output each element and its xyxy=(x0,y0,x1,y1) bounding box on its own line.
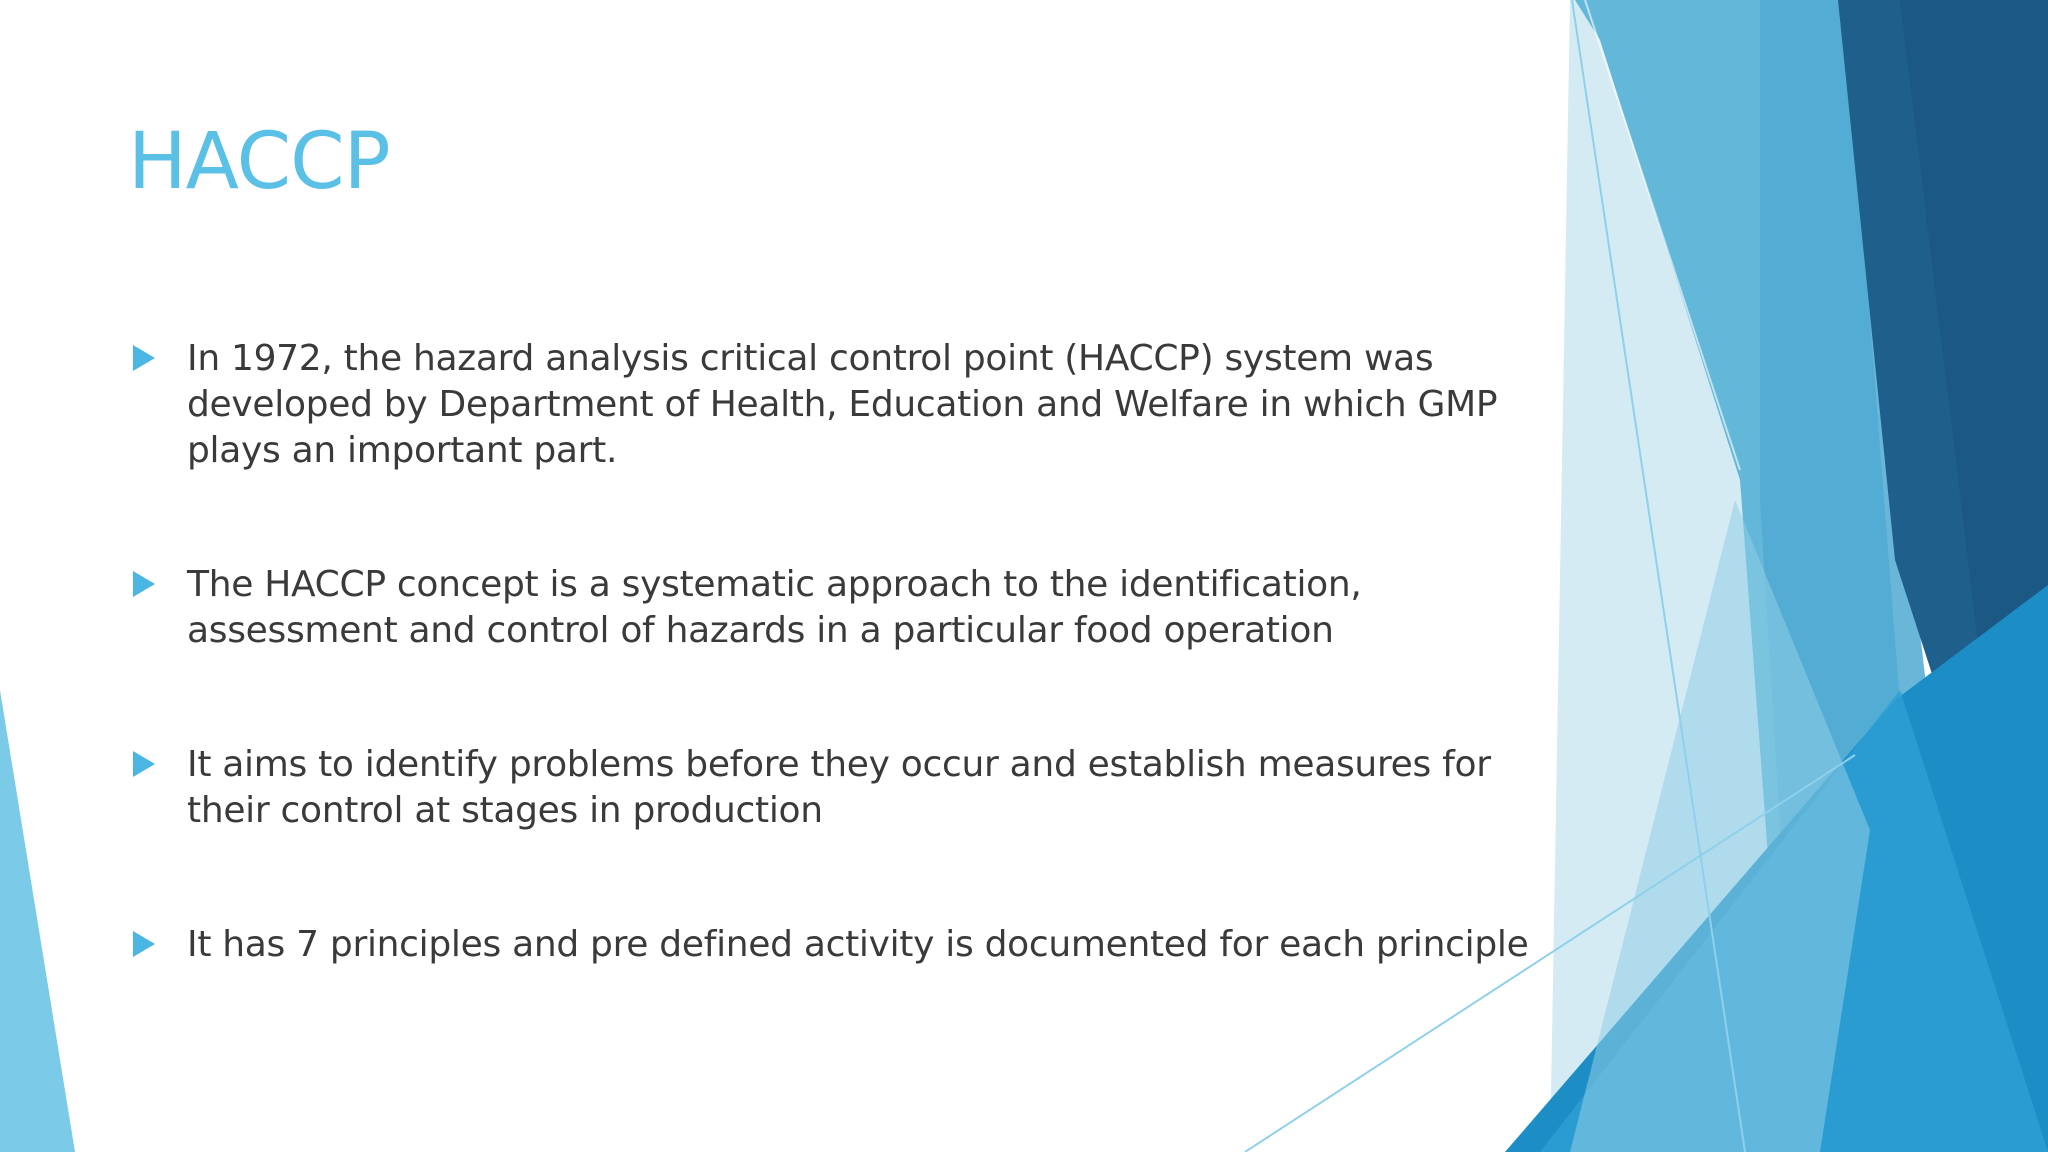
slide-title: HACCP xyxy=(128,117,390,207)
triangle-right-icon xyxy=(133,751,155,777)
bullet-item xyxy=(128,562,1568,654)
triangle-right-icon xyxy=(133,931,155,957)
bullet-item xyxy=(128,922,1568,968)
left-accent-shape xyxy=(0,690,75,1152)
triangle-right-icon xyxy=(133,571,155,597)
bullet-item xyxy=(128,742,1568,834)
bullet-text: It has 7 principles and pre defined activity is documented for each principle xyxy=(187,924,1529,965)
bullet-text: In 1972, the hazard analysis critical control point (HACCP) system was developed by Department of Health, Education and Welfare in which GMP plays an important part. xyxy=(187,338,1498,471)
triangle-right-icon xyxy=(133,345,155,371)
bullet-item xyxy=(128,336,1568,474)
bullet-text: The HACCP concept is a systematic approach to the identification, assessment and control of hazards in a particular food operation xyxy=(187,564,1362,651)
bullet-text: It aims to identify problems before they occur and establish measures for their control at stages in production xyxy=(187,744,1491,831)
bullet-list xyxy=(128,336,1568,968)
